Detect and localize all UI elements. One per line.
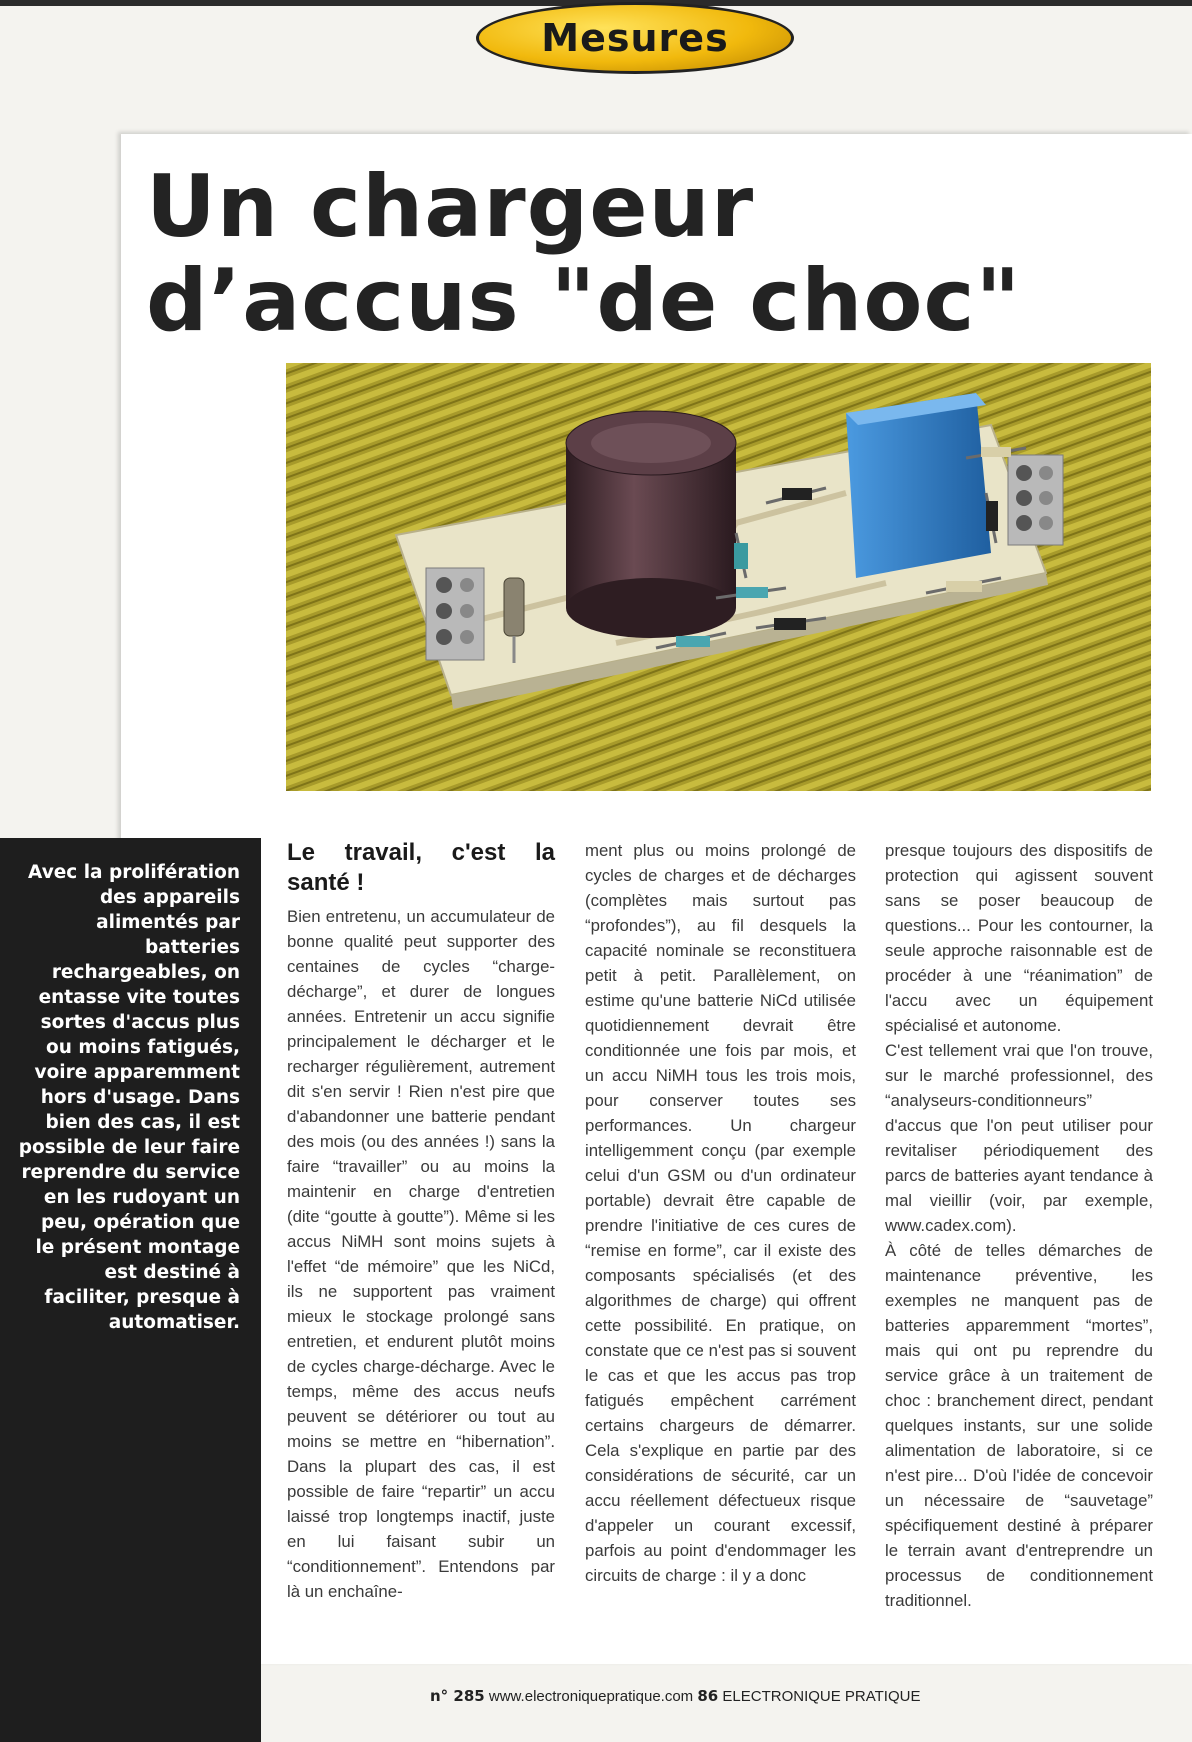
electrolytic-capacitor [566,411,736,638]
section-badge [476,2,794,74]
article-column-3 [885,838,1153,1613]
article-column-1 [287,838,555,1604]
column-3-paragraph-1: presque toujours des dispositifs de protection qui agissent souvent sans se poser beaucoup de questions... Pour les contourner, la seule approche raisonnable est de procéder à une “réanimation” de l'accu avec un équipement spécialisé et autonome. [885,841,1153,1035]
title-line-2: d’accus "de choc" [146,251,1022,351]
intro-text: Avec la prolifération des appareils alimentés par batteries rechargeables, on entasse vite toutes sortes d'accus plus ou moins fatigués, voire apparemment hors d'usage. Dans bien des cas, il est possible de leur faire reprendre du service en les rudoyant un peu, opération que le présent montage est destiné à faciliter, presque à automatiser. [18,862,240,1333]
terminal-block-right [1008,455,1063,545]
issue-number: n° 285 [430,1687,485,1705]
article-title [146,157,1066,351]
circuit-board-photo [286,363,1151,791]
article-column-2 [585,838,856,1588]
column-3-paragraph-3: À côté de telles démarches de maintenance préventive, les exemples ne manquent pas de batteries apparemment “mortes”, mais qui ont pu reprendre du service grâce à un traitement de choc : branchement direct, pendant quelques instants, sur une solide alimentation de laboratoire, si ce n'est pire... D'où l'idée de concevoir un nécessaire de “sauvetage” spécifiquement destiné à préparer le terrain avant d'entreprendre un processus de conditionnement traditionnel. [885,1241,1153,1610]
terminal-block-left [426,568,484,660]
title-line-1: Un chargeur [146,157,755,257]
section-label: Mesures [541,16,729,60]
magazine-name: ELECTRONIQUE PRATIQUE [722,1688,921,1705]
website-link[interactable]: www.electroniquepratique.com [488,1688,694,1705]
relay [846,393,991,578]
column-3-paragraph-2: C'est tellement vrai que l'on trouve, sur le marché professionnel, des “analyseurs-conditionneurs” d'accus que l'on peut utiliser pour revitaliser périodiquement des parcs de batteries ayant tendance à mal vieillir (voir, par exemple, www.cadex.com). [885,1041,1153,1235]
column-2-text: ment plus ou moins prolongé de cycles de charges et de décharges (complètes mais surtout pas “profondes”), au fil desquels la capacité nominale se reconstituera petit à petit. Parallèlement, on estime qu'une batterie NiCd utilisée quotidiennement devrait être conditionnée une fois par mois, et un accu NiMH tous les trois mois, pour conserver toutes ses performances. Un chargeur intelligemment conçu (par exemple celui d'un GSM ou d'un ordinateur portable) devrait être capable de prendre l'initiative de ces cures de “remise en forme”, car il existe des composants spécialisés (et des algorithmes de charge) qui offrent cette possibilité. En pratique, on constate que ce n'est pas si souvent le cas et que les accus pas trop fatigués empêchent carrément certains chargeurs de démarrer. Cela s'explique en partie par des considérations de sécurité, car un accu réellement défectueux risque d'appeler un courant excessif, parfois au point d'endommager les circuits de charge : il y a donc [585,841,856,1585]
page-number: 86 [697,1687,719,1705]
column-1-text: Bien entretenu, un accumulateur de bonne qualité peut supporter des centaines de cycles “charge-décharge”, et durer de longues années. Entretenir un accu signifie principalement le décharger et le recharger régulièrement, autrement dit s'en servir ! Rien n'est pire que d'abandonner une batterie pendant des mois (ou des années !) sans la faire “travailler” ou au moins la maintenir en charge d'entretien (dite “goutte à goutte”). Même si les accus NiMH sont moins sujets à l'effet “de mémoire” que les NiCd, ils ne supportent pas vraiment mieux le stockage prolongé sans entretien, et endurent plutôt moins de cycles charge-décharge. Avec le temps, même des accus neufs peuvent se détériorer ou tout au moins se mettre en “hibernation”. Dans la plupart des cas, il est possible de faire “repartir” un accu laissé trop longtemps inactif, juste en lui faisant subir un “conditionnement”. Entendons par là un enchaîne- [287,907,555,1601]
page-footer [430,1687,920,1705]
subheading: Le travail, c'est la santé ! [287,839,555,896]
